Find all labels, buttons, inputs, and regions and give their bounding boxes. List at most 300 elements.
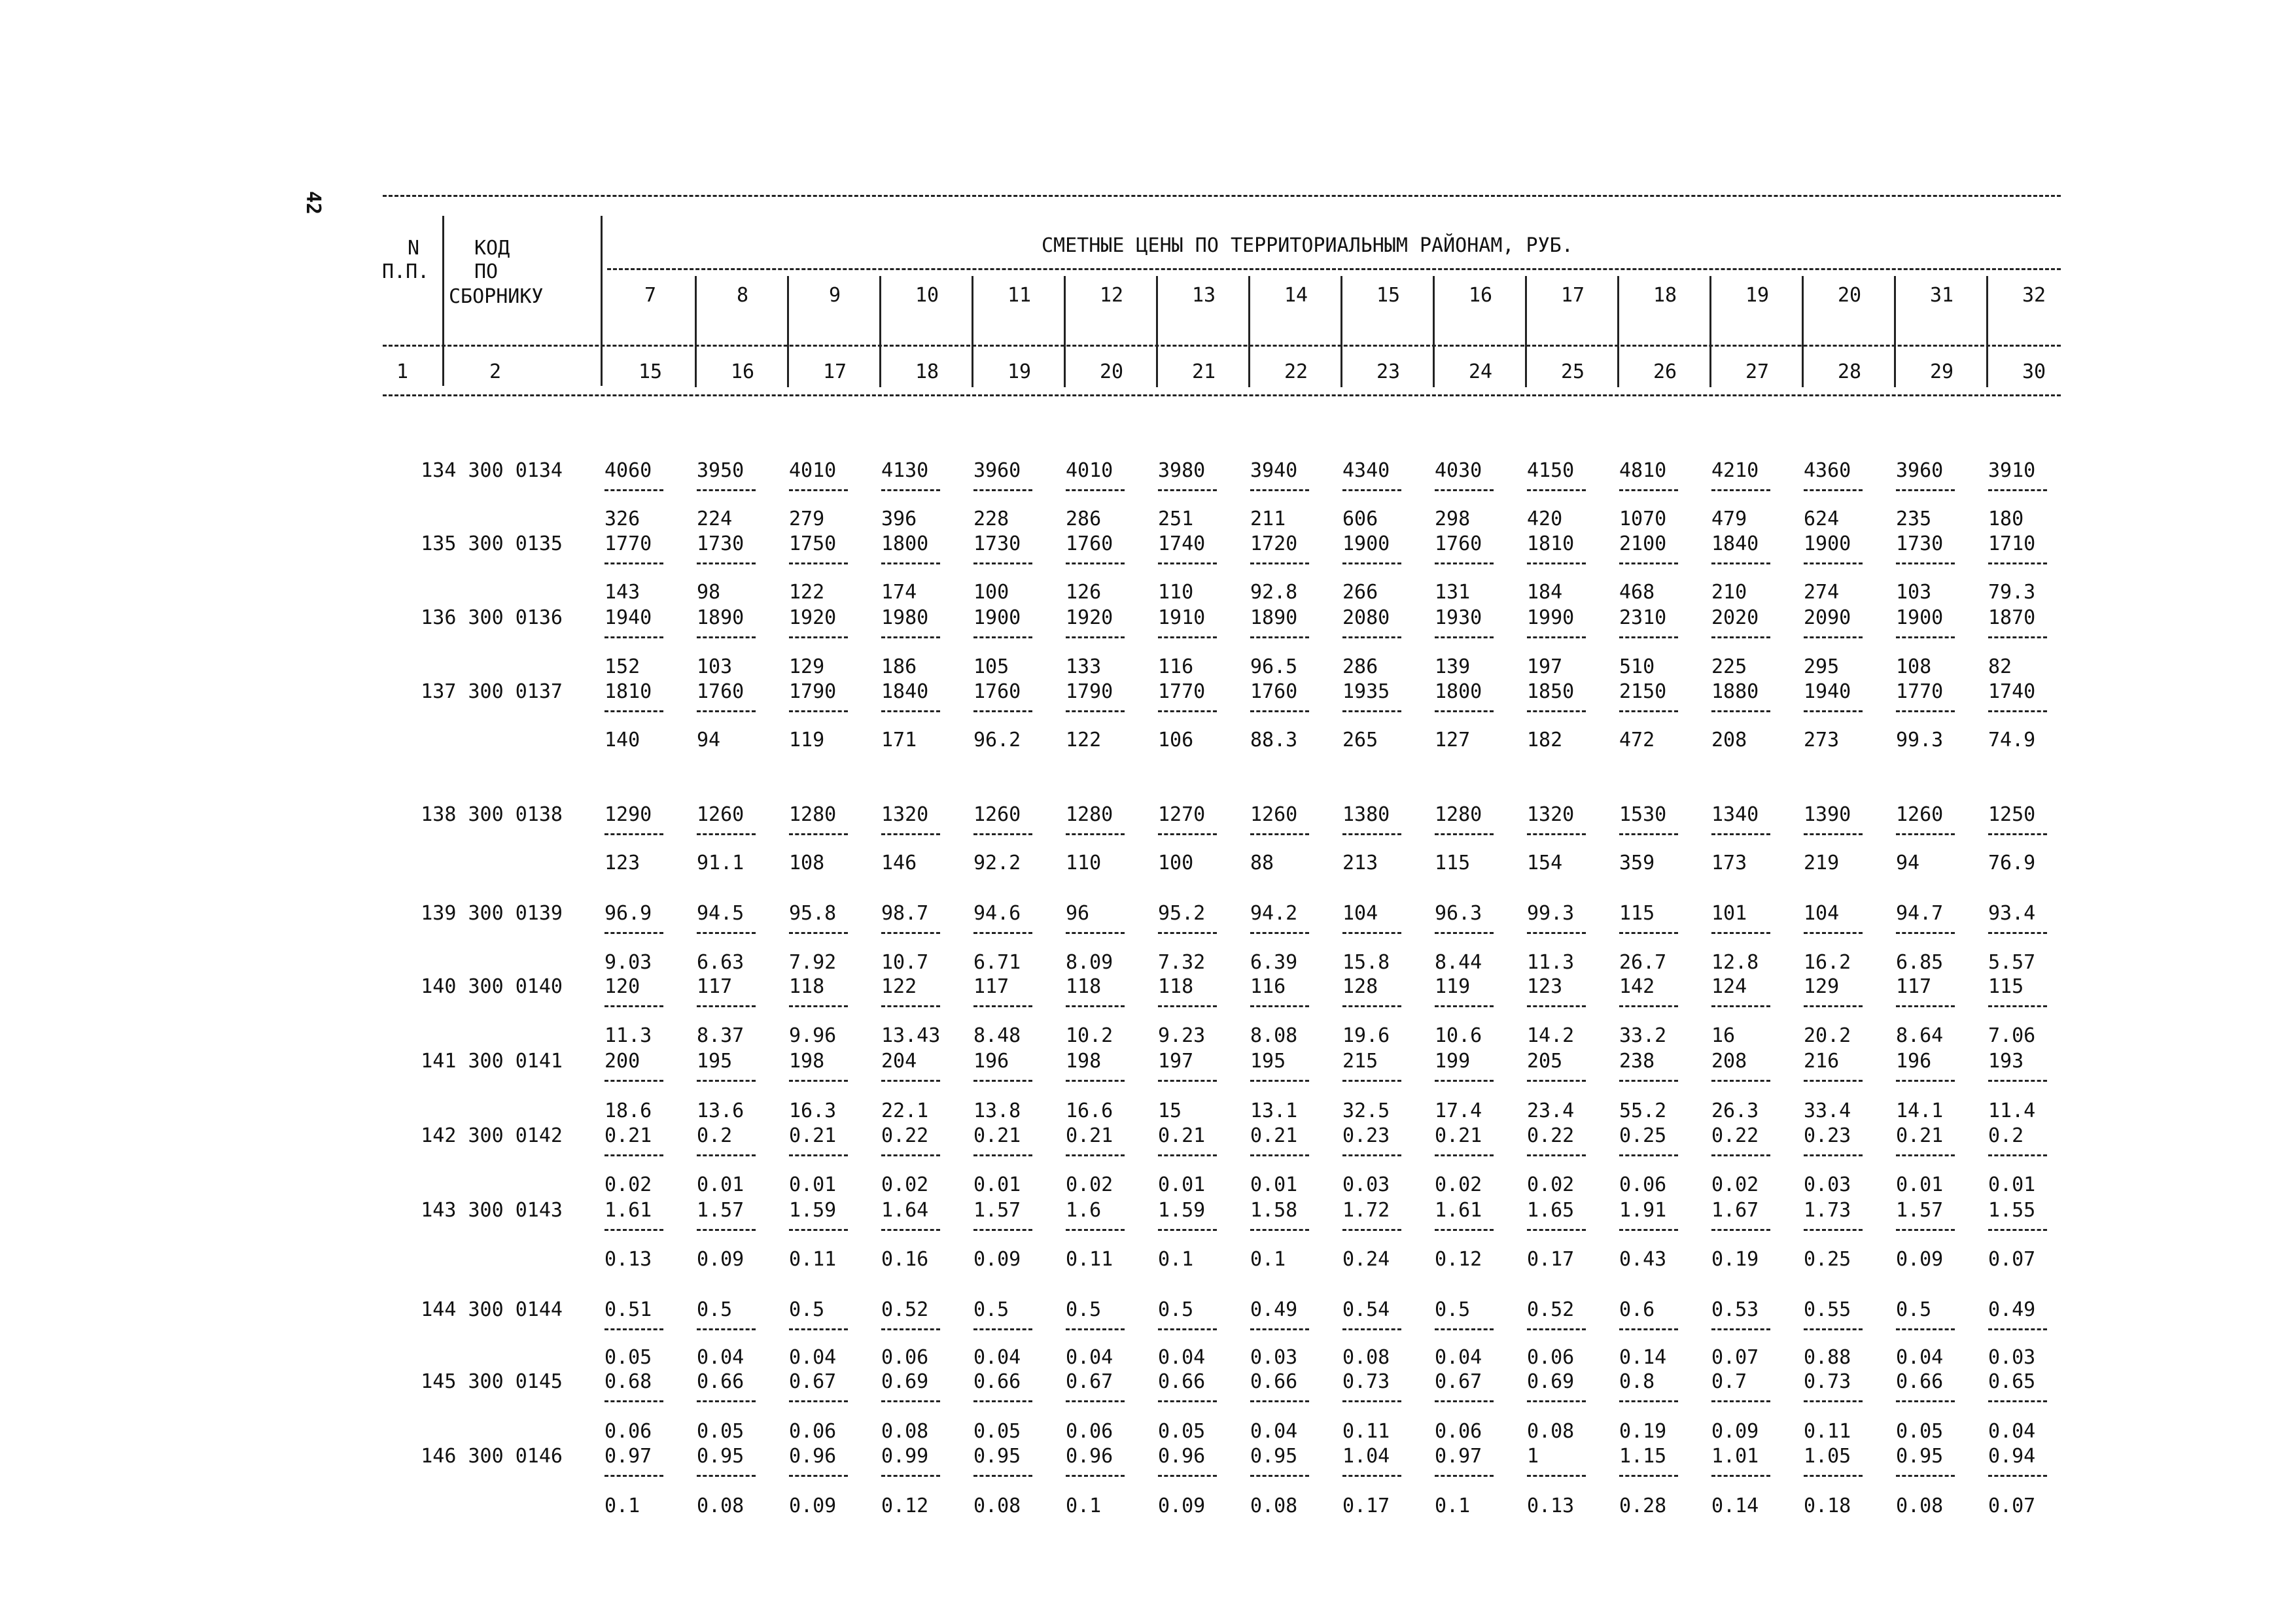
fraction-bar [1619,833,1678,835]
price-value: 11.3 [1527,951,1575,974]
price-value: 0.5 [1435,1298,1471,1321]
price-value: 0.66 [973,1370,1021,1393]
price-value: 1770 [1158,680,1206,703]
price-value: 1920 [789,606,837,629]
price-value: 265 [1342,729,1378,752]
district-separator-8 [1433,276,1435,387]
price-value: 100 [973,581,1009,604]
fraction-bar [1158,1229,1217,1231]
price-value: 98.7 [881,902,929,925]
price-value: 0.1 [1250,1248,1286,1271]
fraction-bar [1158,1475,1217,1477]
price-value: 10.2 [1066,1024,1113,1047]
fraction-bar [1896,1400,1955,1402]
price-value: 0.05 [1896,1420,1944,1443]
district-header-6: 13 [1191,284,1216,307]
price-value: 468 [1619,581,1655,604]
fraction-bar [1896,1154,1955,1156]
price-value: 0.05 [973,1420,1021,1443]
fraction-bar [973,1400,1032,1402]
price-value: 0.08 [1527,1420,1575,1443]
col-index-6: 21 [1191,360,1216,383]
fraction-bar [1342,1229,1401,1231]
fraction-bar [697,1400,756,1402]
price-value: 274 [1804,581,1840,604]
price-value: 115 [1435,852,1471,874]
fraction-bar [789,1080,848,1082]
price-value: 7.32 [1158,951,1206,974]
col-index-11: 26 [1653,360,1677,383]
fraction-bar [1342,1328,1401,1330]
price-value: 142 [1619,975,1655,998]
price-value: 0.2 [697,1124,733,1147]
price-value: 4060 [604,459,652,482]
price-value: 14.2 [1527,1024,1575,1047]
price-value: 204 [881,1050,917,1073]
price-value: 1900 [1342,532,1390,555]
price-value: 0.66 [1250,1370,1298,1393]
price-value: 1260 [697,803,745,826]
price-value: 184 [1527,581,1563,604]
price-value: 0.65 [1988,1370,2036,1393]
price-value: 9.23 [1158,1024,1206,1047]
fraction-bar [604,710,663,712]
price-value: 0.88 [1804,1346,1851,1369]
fraction-bar [1342,489,1401,491]
price-value: 118 [1066,975,1102,998]
fraction-bar [1066,1229,1125,1231]
row-code: 144 300 0144 [421,1298,563,1321]
price-value: 1280 [789,803,837,826]
district-header-4: 11 [1007,284,1032,307]
fraction-bar [1435,1229,1494,1231]
fraction-bar [1250,1229,1309,1231]
fraction-bar [1804,562,1863,564]
col-index-10: 25 [1560,360,1585,383]
price-value: 295 [1804,655,1840,678]
fraction-bar [1711,1080,1770,1082]
fraction-bar [604,562,663,564]
price-value: 0.12 [1435,1248,1482,1271]
price-value: 4010 [1066,459,1113,482]
district-header-12: 19 [1745,284,1770,307]
header-top-rule [383,195,2061,197]
col-index-5: 20 [1099,360,1124,383]
price-value: 171 [881,729,917,752]
price-value: 0.21 [604,1124,652,1147]
price-value: 1.64 [881,1199,929,1222]
fraction-bar [604,1005,663,1007]
row-code: 135 300 0135 [421,532,563,555]
price-value: 0.04 [1896,1346,1944,1369]
price-value: 99.3 [1896,729,1944,752]
fraction-bar [1435,1005,1494,1007]
col-index-13: 28 [1837,360,1862,383]
price-value: 2100 [1619,532,1667,555]
price-value: 94.7 [1896,902,1944,925]
fraction-bar [604,636,663,638]
price-value: 174 [881,581,917,604]
fraction-bar [973,1005,1032,1007]
price-value: 0.55 [1804,1298,1851,1321]
district-separator-2 [879,276,881,387]
price-value: 6.85 [1896,951,1944,974]
price-value: 606 [1342,508,1378,530]
price-value: 198 [789,1050,825,1073]
fraction-bar [973,1475,1032,1477]
fraction-bar [1066,833,1125,835]
district-header-7: 14 [1284,284,1308,307]
price-value: 123 [604,852,640,874]
district-header-5: 12 [1099,284,1124,307]
price-value: 88 [1250,852,1274,874]
price-value: 96.9 [604,902,652,925]
price-value: 0.95 [697,1445,745,1468]
price-value: 1.6 [1066,1199,1102,1222]
price-value: 1730 [697,532,745,555]
price-value: 11.3 [604,1024,652,1047]
price-value: 94.2 [1250,902,1298,925]
price-value: 1900 [1896,606,1944,629]
price-value: 15 [1158,1099,1182,1122]
price-value: 1.05 [1804,1445,1851,1468]
price-value: 228 [973,508,1009,530]
price-value: 0.24 [1342,1248,1390,1271]
price-value: 0.66 [1158,1370,1206,1393]
price-value: 1260 [973,803,1021,826]
price-value: 92.2 [973,852,1021,874]
col-separator-code [601,216,603,386]
price-value: 266 [1342,581,1378,604]
price-value: 0.22 [1711,1124,1759,1147]
price-value: 0.51 [604,1298,652,1321]
price-value: 0.21 [1250,1124,1298,1147]
price-value: 8.48 [973,1024,1021,1047]
price-value: 108 [1896,655,1932,678]
price-value: 0.11 [1342,1420,1390,1443]
price-value: 1.04 [1342,1445,1390,1468]
price-value: 154 [1527,852,1563,874]
district-header-14: 31 [1929,284,1954,307]
price-value: 0.11 [1066,1248,1113,1271]
price-value: 16.2 [1804,951,1851,974]
price-value: 0.09 [1158,1494,1206,1517]
fraction-bar [1527,1475,1586,1477]
fraction-bar [789,1475,848,1477]
price-value: 186 [881,655,917,678]
price-value: 1900 [973,606,1021,629]
row-code: 137 300 0137 [421,680,563,703]
price-value: 0.01 [1250,1173,1298,1196]
fraction-bar [881,833,940,835]
price-value: 79.3 [1988,581,2036,604]
price-value: 1980 [881,606,929,629]
price-value: 0.02 [1711,1173,1759,1196]
price-value: 10.7 [881,951,929,974]
price-value: 1.15 [1619,1445,1667,1468]
fraction-bar [1066,489,1125,491]
col-index-1: 16 [730,360,755,383]
price-value: 173 [1711,852,1747,874]
fraction-bar [1988,1005,2047,1007]
price-value: 0.99 [881,1445,929,1468]
price-value: 273 [1804,729,1840,752]
price-value: 1250 [1988,803,2036,826]
price-value: 0.08 [1250,1494,1298,1517]
price-value: 0.97 [1435,1445,1482,1468]
price-value: 0.21 [1435,1124,1482,1147]
price-value: 95.2 [1158,902,1206,925]
col-index-3: 18 [915,360,939,383]
price-value: 124 [1711,975,1747,998]
fraction-bar [1711,489,1770,491]
price-value: 32.5 [1342,1099,1390,1122]
row-code: 140 300 0140 [421,975,563,998]
price-value: 0.96 [789,1445,837,1468]
price-value: 0.09 [1711,1420,1759,1443]
col-index-15: 30 [2022,360,2046,383]
price-value: 9.03 [604,951,652,974]
price-value: 20.2 [1804,1024,1851,1047]
fraction-bar [881,1229,940,1231]
fraction-bar [1988,710,2047,712]
price-value: 118 [789,975,825,998]
fraction-bar [973,1154,1032,1156]
price-value: 0.54 [1342,1298,1390,1321]
price-value: 1740 [1988,680,2036,703]
price-value: 88.3 [1250,729,1298,752]
price-value: 128 [1342,975,1378,998]
district-header-10: 17 [1560,284,1585,307]
price-value: 420 [1527,508,1563,530]
price-value: 0.1 [1435,1494,1471,1517]
price-value: 0.17 [1342,1494,1390,1517]
fraction-bar [1435,562,1494,564]
price-value: 0.5 [789,1298,825,1321]
fraction-bar [1158,710,1217,712]
price-value: 624 [1804,508,1840,530]
price-value: 93.4 [1988,902,2036,925]
col-code-label: КОД [474,237,510,260]
price-value: 0.01 [1158,1173,1206,1196]
fraction-bar [1066,562,1125,564]
row-code: 141 300 0141 [421,1050,563,1073]
price-value: 0.73 [1804,1370,1851,1393]
price-value: 225 [1711,655,1747,678]
fraction-bar [1342,833,1401,835]
price-value: 1.67 [1711,1199,1759,1222]
fraction-bar [881,1400,940,1402]
fraction-bar [1896,562,1955,564]
header-index-rule [383,345,2061,347]
district-separator-14 [1986,276,1988,387]
price-value: 0.01 [973,1173,1021,1196]
fraction-bar [1804,710,1863,712]
fraction-bar [697,1475,756,1477]
price-value: 4210 [1711,459,1759,482]
price-value: 3910 [1988,459,2036,482]
price-value: 1390 [1804,803,1851,826]
price-value: 1760 [697,680,745,703]
fraction-bar [697,1328,756,1330]
price-value: 0.13 [1527,1494,1575,1517]
price-value: 0.95 [1896,1445,1944,1468]
price-value: 1730 [973,532,1021,555]
fraction-bar [1619,932,1678,934]
price-value: 1.59 [1158,1199,1206,1222]
fraction-bar [881,1154,940,1156]
price-value: 1750 [789,532,837,555]
price-value: 1760 [1435,532,1482,555]
price-value: 96 [1066,902,1090,925]
price-value: 8.64 [1896,1024,1944,1047]
price-value: 0.03 [1250,1346,1298,1369]
price-value: 0.23 [1804,1124,1851,1147]
price-value: 0.04 [1988,1420,2036,1443]
price-value: 122 [789,581,825,604]
fraction-bar [1619,710,1678,712]
fraction-bar [1619,1475,1678,1477]
fraction-bar [1711,710,1770,712]
fraction-bar [1896,710,1955,712]
price-value: 0.12 [881,1494,929,1517]
price-value: 1940 [1804,680,1851,703]
price-value: 1880 [1711,680,1759,703]
fraction-bar [1435,1475,1494,1477]
price-value: 0.67 [1066,1370,1113,1393]
price-value: 0.17 [1527,1248,1575,1271]
col-index-2: 17 [822,360,847,383]
price-value: 1760 [1066,532,1113,555]
district-header-2: 9 [828,284,841,307]
fraction-bar [1158,636,1217,638]
fraction-bar [1804,833,1863,835]
price-value: 0.1 [604,1494,640,1517]
page-number: 42 [302,191,324,215]
fraction-bar [1988,1154,2047,1156]
fraction-bar [973,833,1032,835]
fraction-bar [1619,489,1678,491]
row-code: 134 300 0134 [421,459,563,482]
price-value: 251 [1158,508,1194,530]
price-value: 108 [789,852,825,874]
price-value: 1840 [881,680,929,703]
price-value: 2310 [1619,606,1667,629]
price-value: 0.49 [1988,1298,2036,1321]
col-n-label: N [407,237,420,260]
row-code: 139 300 0139 [421,902,563,925]
price-value: 0.05 [1158,1420,1206,1443]
fraction-bar [1066,1080,1125,1082]
price-value: 0.01 [1896,1173,1944,1196]
price-value: 7.92 [789,951,837,974]
price-value: 1.91 [1619,1199,1667,1222]
fraction-bar [881,636,940,638]
price-value: 6.63 [697,951,745,974]
fraction-bar [1066,636,1125,638]
fraction-bar [1066,1400,1125,1402]
price-value: 1.73 [1804,1199,1851,1222]
col-index-4: 19 [1007,360,1032,383]
price-value: 55.2 [1619,1099,1667,1122]
price-value: 0.5 [697,1298,733,1321]
fraction-bar [697,833,756,835]
price-value: 1.61 [604,1199,652,1222]
price-value: 139 [1435,655,1471,678]
fraction-bar [1896,932,1955,934]
price-value: 0.06 [1066,1420,1113,1443]
district-separator-0 [695,276,697,387]
price-value: 33.2 [1619,1024,1667,1047]
fraction-bar [1158,1080,1217,1082]
price-value: 129 [1804,975,1840,998]
price-value: 96.5 [1250,655,1298,678]
fraction-bar [789,1005,848,1007]
fraction-bar [1619,1005,1678,1007]
price-value: 198 [1066,1050,1102,1073]
price-value: 101 [1711,902,1747,925]
col-code-label-3: СБОРНИКУ [449,285,544,308]
row-code: 138 300 0138 [421,803,563,826]
fraction-bar [1435,489,1494,491]
fraction-bar [1619,1154,1678,1156]
price-value: 1320 [1527,803,1575,826]
price-value: 208 [1711,1050,1747,1073]
fraction-bar [604,1080,663,1082]
fraction-bar [1711,636,1770,638]
fraction-bar [697,562,756,564]
fraction-bar [1619,1328,1678,1330]
price-value: 0.02 [604,1173,652,1196]
price-value: 126 [1066,581,1102,604]
price-value: 33.4 [1804,1099,1851,1122]
price-value: 2020 [1711,606,1759,629]
fraction-bar [789,1328,848,1330]
fraction-bar [1342,710,1401,712]
price-value: 197 [1527,655,1563,678]
price-value: 3980 [1158,459,1206,482]
price-value: 133 [1066,655,1102,678]
price-value: 0.18 [1804,1494,1851,1517]
fraction-bar [604,833,663,835]
price-value: 1.59 [789,1199,837,1222]
col-separator-n [442,216,444,386]
fraction-bar [1250,1475,1309,1477]
district-header-15: 32 [2022,284,2046,307]
price-value: 396 [881,508,917,530]
price-value: 211 [1250,508,1286,530]
price-value: 0.09 [789,1494,837,1517]
fraction-bar [1711,562,1770,564]
fraction-bar [1342,1400,1401,1402]
price-value: 1720 [1250,532,1298,555]
price-value: 0.07 [1988,1248,2036,1271]
fraction-bar [1619,1229,1678,1231]
price-value: 117 [1896,975,1932,998]
price-value: 0.09 [1896,1248,1944,1271]
fraction-bar [881,1328,940,1330]
price-value: 2080 [1342,606,1390,629]
price-value: 1340 [1711,803,1759,826]
price-value: 122 [1066,729,1102,752]
price-value: 104 [1342,902,1378,925]
fraction-bar [697,489,756,491]
district-separator-7 [1340,276,1342,387]
fraction-bar [604,1475,663,1477]
col1-index: 1 [396,360,409,383]
price-value: 1280 [1435,803,1482,826]
price-value: 0.09 [973,1248,1021,1271]
